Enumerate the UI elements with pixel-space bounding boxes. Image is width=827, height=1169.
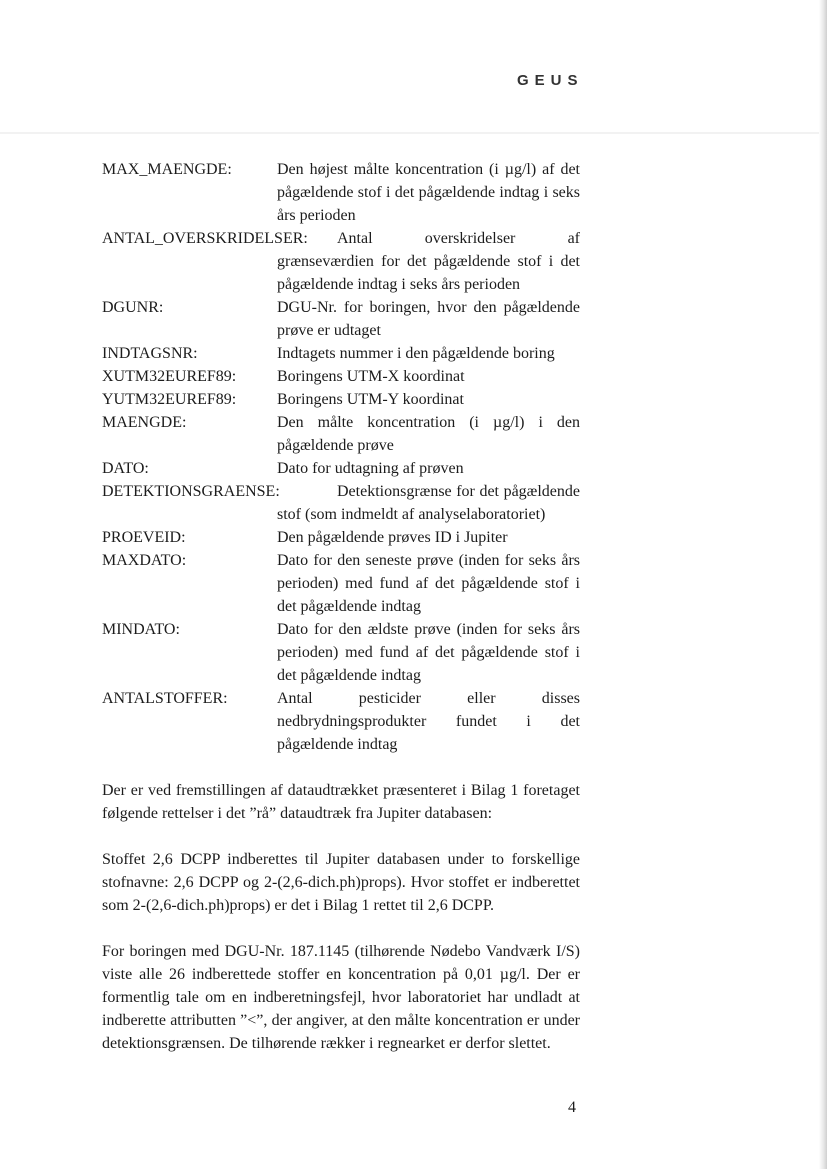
header-divider (0, 132, 819, 134)
definition-term: XUTM32EUREF89: (102, 368, 237, 385)
definition-row (102, 227, 580, 296)
definition-description: Boringens UTM-X koordinat (277, 368, 465, 385)
page-edge-shadow (819, 0, 827, 1169)
definition-description: Den målte koncentration (i µg/l) i den pågældende prøve (277, 414, 580, 454)
page-number: 4 (568, 1099, 576, 1116)
geus-logo: GEUS (517, 72, 584, 89)
definition-row (102, 342, 580, 365)
definition-description: Boringens UTM-Y koordinat (277, 391, 464, 408)
definition-term: PROEVEID: (102, 529, 186, 546)
definition-term: MAXDATO: (102, 552, 187, 569)
definition-row (102, 158, 580, 227)
paragraph-dcpp-correction: Stoffet 2,6 DCPP indberettes til Jupiter databasen under to forskellige stofnavne: 2,6 DCPP og 2-(2,6-dich.ph)props). Hvor stoffet er indberettet som 2-(2,6-dich.ph)props) er det i Bilag 1 rettet til 2,6 DCPP. (102, 851, 580, 914)
definition-description: DGU-Nr. for boringen, hvor den pågældende prøve er udtaget (277, 299, 580, 339)
definition-row (102, 480, 580, 526)
definition-term: MAX_MAENGDE: (102, 161, 232, 178)
definition-row (102, 411, 580, 457)
definition-description: Indtagets nummer i den pågældende boring (277, 345, 555, 362)
definition-description: Antal pesticider eller disses nedbrydningsprodukter fundet i det pågældende indtag (277, 690, 580, 753)
definition-row (102, 687, 580, 756)
definition-description: Den pågældende prøves ID i Jupiter (277, 529, 508, 546)
definition-description: Dato for den seneste prøve (inden for seks års perioden) med fund af det pågældende stof i det pågældende indtag (277, 552, 580, 615)
definition-term: ANTALSTOFFER: (102, 690, 228, 707)
paragraph-corrections-intro: Der er ved fremstillingen af dataudtrækket præsenteret i Bilag 1 foretaget følgende rettelser i det ”rå” dataudtræk fra Jupiter databasen: (102, 782, 580, 822)
definition-row (102, 388, 580, 411)
definition-row (102, 296, 580, 342)
definition-description: Detektionsgrænse for det pågældende stof (som indmeldt af analyselaboratoriet) (277, 483, 580, 523)
definition-term: DGUNR: (102, 299, 164, 316)
field-definition-list (102, 158, 580, 756)
definition-term: DATO: (102, 460, 149, 477)
definition-row (102, 526, 580, 549)
definition-row (102, 618, 580, 687)
definition-term: YUTM32EUREF89: (102, 391, 237, 408)
definition-term: MINDATO: (102, 621, 180, 638)
definition-description: Dato for udtagning af prøven (277, 460, 464, 477)
definition-row (102, 457, 580, 480)
definition-description: Dato for den ældste prøve (inden for seks års perioden) med fund af det pågældende stof i det pågældende indtag (277, 621, 580, 684)
definition-term: INDTAGSNR: (102, 345, 198, 362)
definition-row (102, 549, 580, 618)
definition-description: Den højest målte koncentration (i µg/l) af det pågældende stof i det pågældende indtag i seks års perioden (277, 161, 580, 224)
definition-description: Antal overskridelser af grænseværdien for det pågældende stof i det pågældende indtag i seks års perioden (277, 230, 580, 293)
definition-term: DETEKTIONSGRAENSE: (102, 483, 280, 500)
paragraph-borehole-correction: For boringen med DGU-Nr. 187.1145 (tilhørende Nødebo Vandværk I/S) viste alle 26 indberettede stoffer en koncentration på 0,01 µg/l. Der er formentlig tale om en indberetningsfejl, hvor laboratoriet har undladt at indberette attributten ”<”, der angiver, at den målte koncentration er under detektionsgrænsen. De tilhørende rækker i regnearket er derfor slettet. (102, 943, 580, 1052)
definition-row (102, 365, 580, 388)
definition-term: ANTAL_OVERSKRIDELSER: (102, 230, 308, 247)
definition-term: MAENGDE: (102, 414, 187, 431)
